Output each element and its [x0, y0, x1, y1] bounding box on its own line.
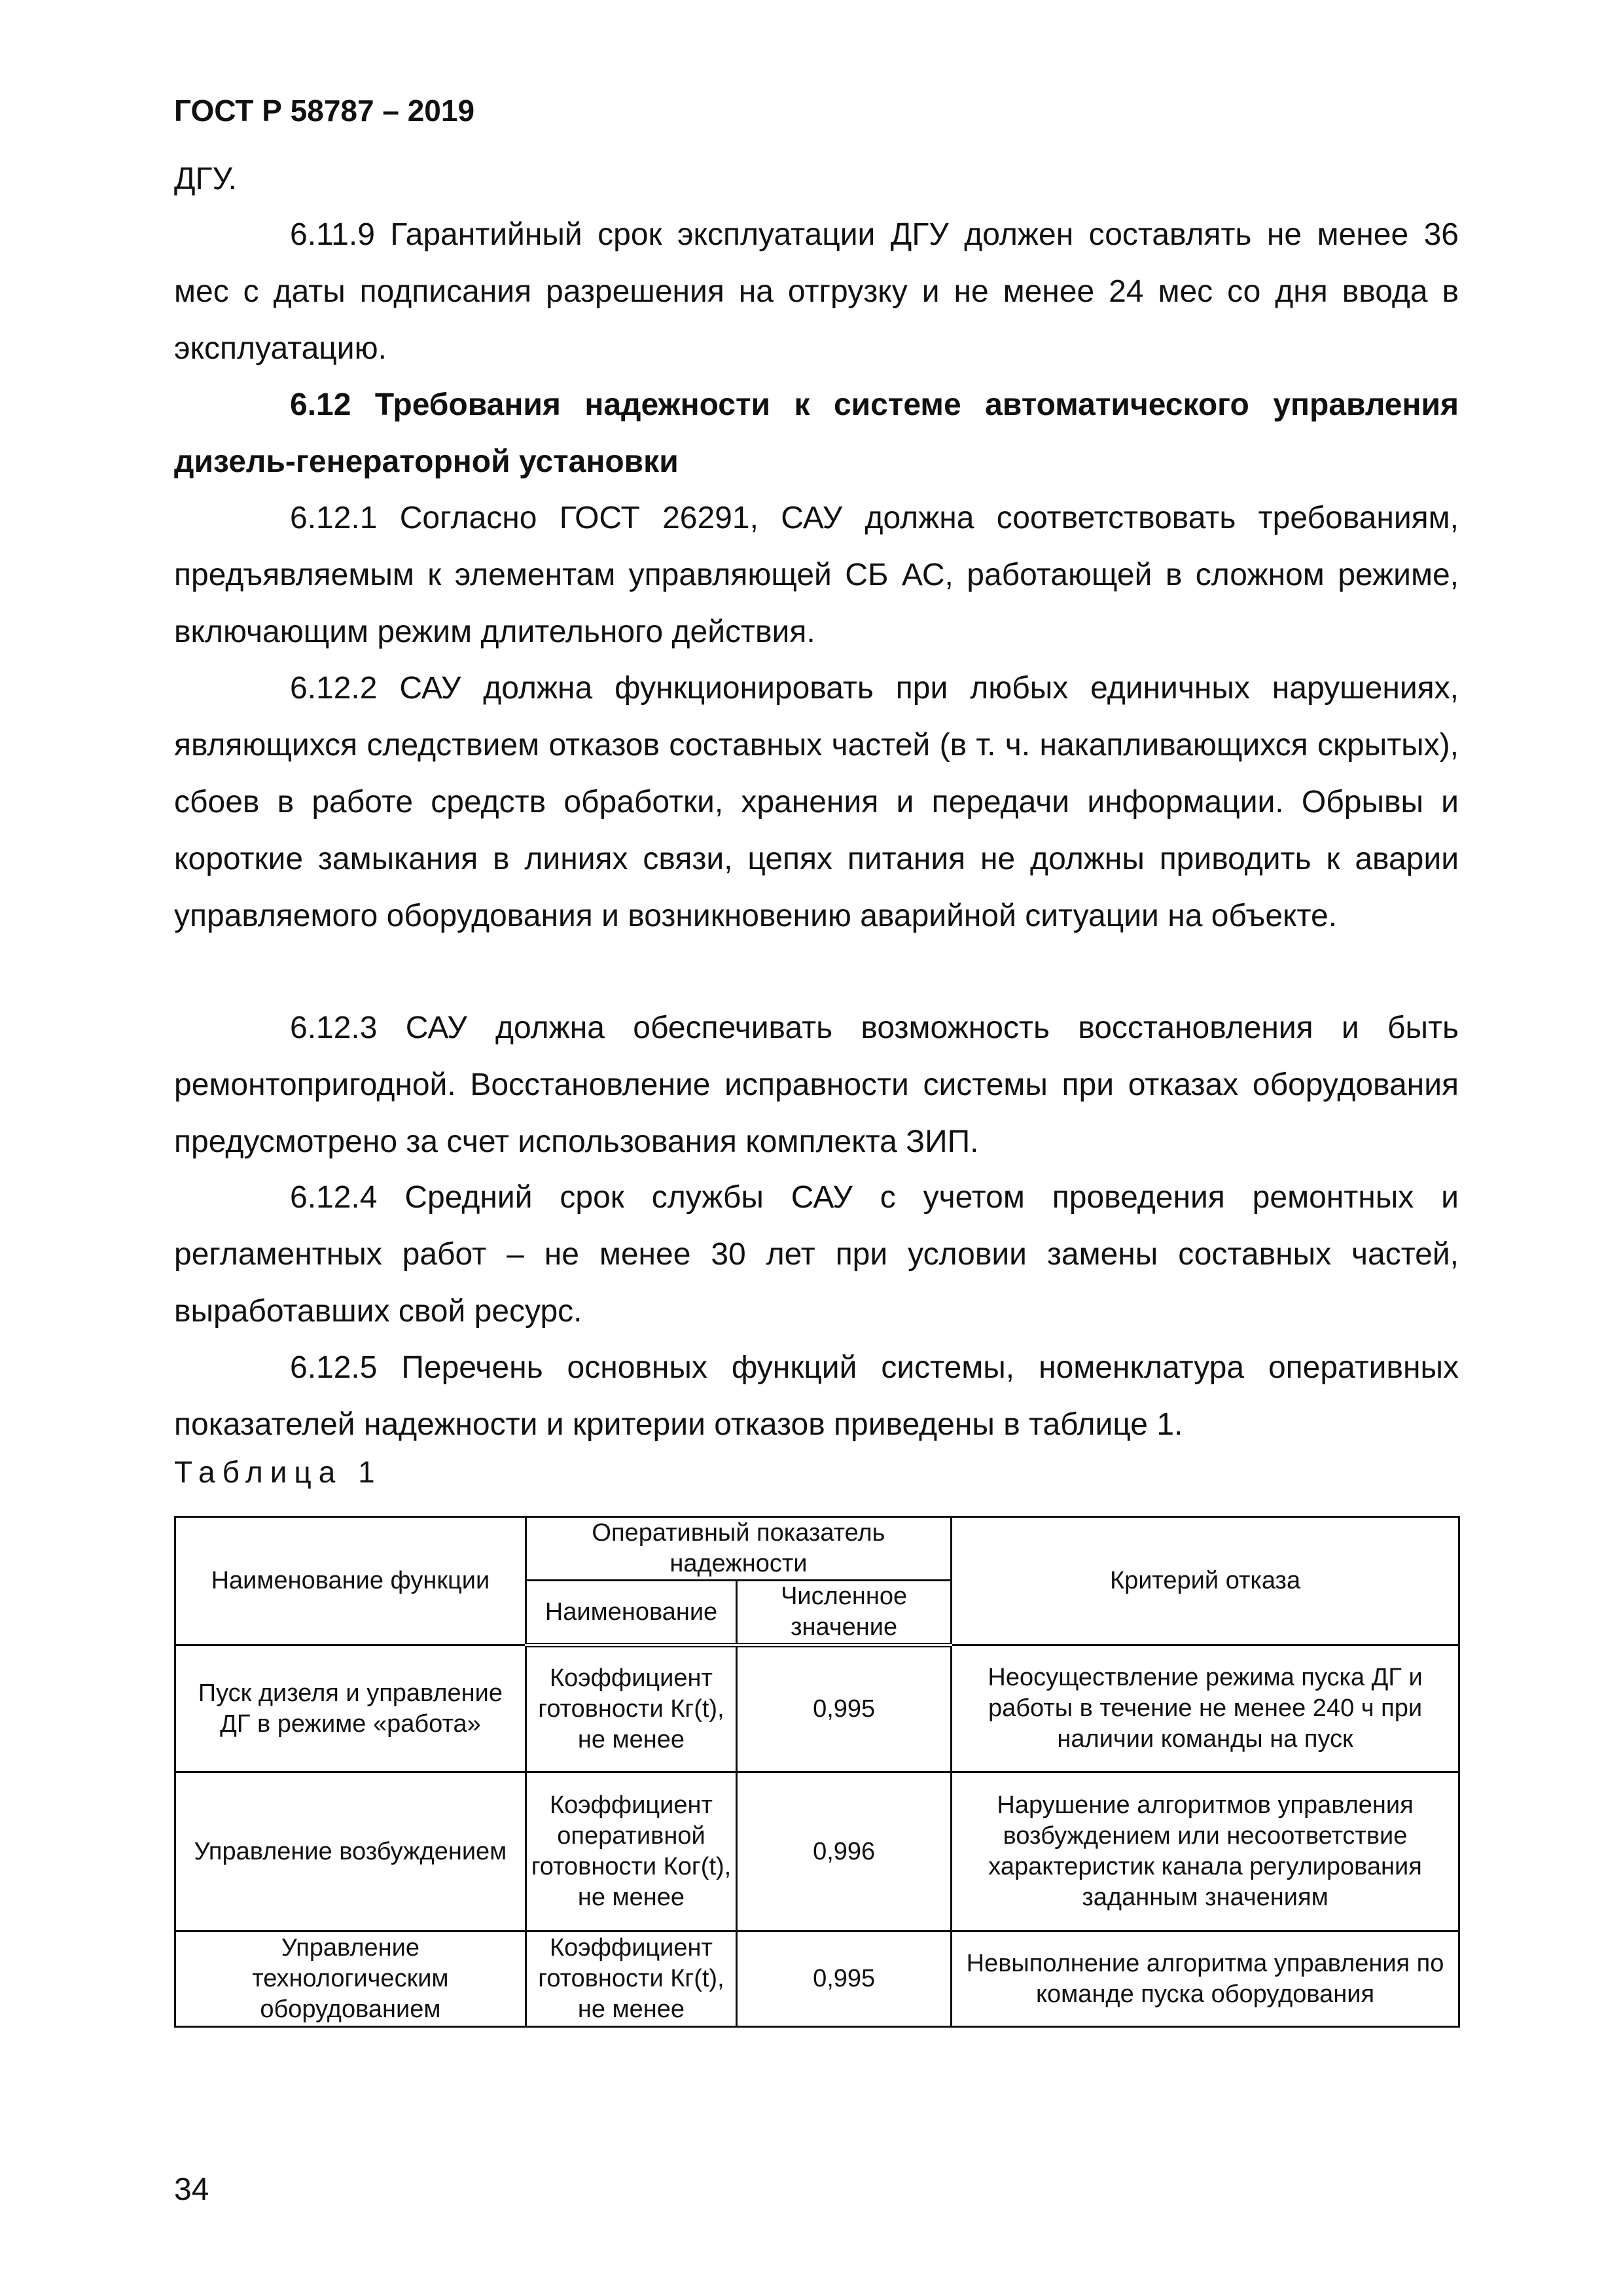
header-indicator-value: Численное значение — [737, 1581, 952, 1645]
header-indicator-name: Наименование — [526, 1581, 736, 1645]
table-row — [175, 1645, 1459, 1772]
paragraph-continuation: ДГУ. — [174, 162, 237, 196]
reliability-table — [174, 1516, 1460, 2028]
cell-function: Управление возбуждением — [175, 1772, 526, 1931]
cell-failure: Неосуществление режима пуска ДГ и работы в течение не менее 240 ч при наличии команды на пуск — [952, 1645, 1459, 1772]
paragraph-6-12-5: 6.12.5 Перечень основных функций системы, номенклатура оперативных показателей надежности и критерии отказов приведены в таблице 1. — [174, 1350, 1459, 1442]
cell-function: Управление технологическим оборудованием — [175, 1931, 526, 2027]
paragraph-6-11-9: 6.11.9 Гарантийный срок эксплуатации ДГУ должен составлять не менее 36 мес с даты подписания разрешения на отгрузку и не менее 24 мес со дня ввода в эксплуатацию. — [174, 217, 1459, 366]
cell-indicator-name: Коэффициент готовности Кг(t), не менее — [526, 1645, 736, 1772]
cell-indicator-name: Коэффициент готовности Кг(t), не менее — [526, 1931, 736, 2027]
header-indicator: Оперативный показатель надежности — [526, 1517, 951, 1581]
cell-failure: Нарушение алгоритмов управления возбуждением или несоответствие характеристик канала регулирования заданным значениям — [952, 1772, 1459, 1931]
cell-value: 0,995 — [737, 1645, 952, 1772]
cell-function: Пуск дизеля и управление ДГ в режиме «работа» — [175, 1645, 526, 1772]
paragraph-6-12-3: 6.12.3 САУ должна обеспечивать возможность восстановления и быть ремонтопригодной. Восстановление исправности системы при отказах оборудования предусмотрено за счет использования комплекта ЗИП. — [174, 1011, 1459, 1159]
table-row — [175, 1931, 1459, 2027]
cell-value: 0,996 — [737, 1772, 952, 1931]
section-heading-6-12: 6.12 Требования надежности к системе автоматического управления дизель-генераторной установки — [174, 387, 1459, 479]
header-function: Наименование функции — [175, 1517, 526, 1645]
standard-header: ГОСТ Р 58787 – 2019 — [174, 94, 475, 128]
cell-failure: Невыполнение алгоритма управления по команде пуска оборудования — [952, 1931, 1459, 2027]
table-row — [175, 1772, 1459, 1931]
header-failure-criterion: Критерий отказа — [952, 1517, 1459, 1645]
paragraph-6-12-1: 6.12.1 Согласно ГОСТ 26291, САУ должна соответствовать требованиям, предъявляемым к элементам управляющей СБ АС, работающей в сложном режиме, включающим режим длительного действия. — [174, 501, 1459, 649]
cell-value: 0,995 — [737, 1931, 952, 2027]
page-number: 34 — [174, 2172, 209, 2207]
paragraph-6-12-4: 6.12.4 Средний срок службы САУ с учетом проведения ремонтных и регламентных работ – не менее 30 лет при условии замены составных частей, выработавших свой ресурс. — [174, 1180, 1459, 1329]
paragraph-6-12-2: 6.12.2 САУ должна функционировать при любых единичных нарушениях, являющихся следствием отказов составных частей (в т. ч. накапливающихся скрытых), сбоев в работе средств обработки, хранения и передачи информации. Обрывы и короткие замыкания в линиях связи, цепях питания не должны приводить к аварии управляемого оборудования и возникновению аварийной ситуации на объекте. — [174, 671, 1459, 933]
cell-indicator-name: Коэффициент оперативной готовности Ког(t), не менее — [526, 1772, 736, 1931]
table-caption: Таблица 1 — [174, 1455, 382, 1489]
